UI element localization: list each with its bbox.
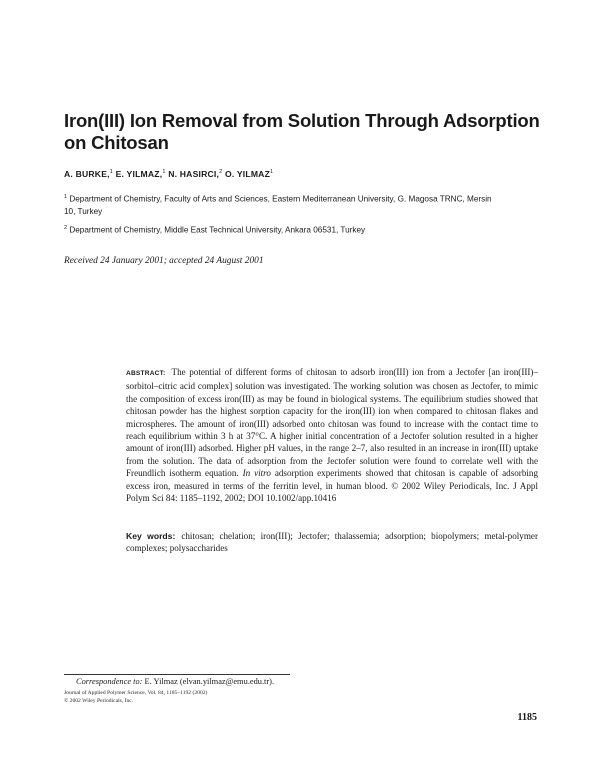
affiliation-number: 1 [64, 194, 68, 200]
copyright-notice: © 2002 Wiley Periodicals, Inc. [64, 698, 134, 704]
received-accepted-dates: Received 24 January 2001; accepted 24 August 2001 [64, 256, 264, 266]
abstract-text-continued: adsorption experiments showed that chitosan is capable of adsorbing excess iron, measured in terms of the ferritin level, in human blood. © 2002 Wiley Periodicals, Inc. J Appl Polym Sci 84: 1185–1192, 2002; DOI 10.1002/app.10416 [126, 468, 539, 504]
author-affiliation-mark: 1 [109, 169, 113, 176]
footnote-divider [64, 674, 290, 675]
affiliation-1 [64, 191, 504, 218]
correspondence-note [76, 677, 274, 686]
affiliation-number: 2 [64, 225, 68, 231]
author-name: A. BURKE, [64, 169, 110, 179]
journal-citation: Journal of Applied Polymer Science, Vol. 84, 1185–1192 (2002) [64, 690, 208, 696]
abstract-paragraph [126, 366, 538, 504]
article-title: Iron(III) Ion Removal from Solution Through Adsorption on Chitosan [64, 110, 540, 153]
correspondence-text: E. Yilmaz (elvan.yilmaz@emu.edu.tr). [144, 677, 275, 686]
keywords-paragraph [126, 530, 538, 555]
correspondence-label: Correspondence to: [76, 677, 143, 686]
abstract-italic-term: In vitro [242, 468, 271, 479]
abstract-label: ABSTRACT: [126, 370, 166, 377]
author-name: E. YILMAZ, [115, 169, 163, 179]
author-affiliation-mark: 1 [270, 169, 274, 176]
author-name: N. HASIRCI, [168, 169, 220, 179]
author-name: O. YILMAZ [224, 169, 271, 179]
author-affiliation-mark: 1 [162, 169, 166, 176]
affiliation-2 [64, 222, 504, 237]
affiliation-text: Department of Chemistry, Faculty of Arts and Sciences, Eastern Mediterranean University, G. Magosa TRNC, Mersin 10, Turkey [64, 194, 492, 216]
author-list [64, 169, 273, 179]
affiliation-text: Department of Chemistry, Middle East Technical University, Ankara 06531, Turkey [69, 225, 366, 235]
keywords-text: chitosan; chelation; iron(III); Jectofer; thalassemia; adsorption; biopolymers; metal-polymer complexes; polysaccharides [126, 531, 538, 554]
abstract-text: The potential of different forms of chitosan to adsorb iron(III) ion from a Jectofer [an iron(III)–sorbitol–citric acid complex] solution was investigated. The working solution was chosen as Jectofer, to mimic the composition of excess iron(III) as may be found in biological systems. The equilibrium studies showed that chitosan powder has the highest sorption capacity for the iron(III) ion when compared to chitosan flakes and microspheres. The amount of iron(III) adsorbed onto chitosan was found to increase with the contact time to reach equilibrium within 3 h at 37°C. A higher initial concentration of a Jectofer solution resulted in a higher amount of iron(III) adsorbed. Higher pH values, in the range 2–7, also resulted in an increase in iron(III) uptake from the solution. The data of adsorption from the Jectofer solution were found to correlate well with the Freundlich isotherm equation. [126, 367, 538, 479]
author-affiliation-mark: 2 [219, 169, 223, 176]
keywords-label: Key words: [126, 531, 176, 541]
page-number: 1185 [517, 712, 537, 723]
